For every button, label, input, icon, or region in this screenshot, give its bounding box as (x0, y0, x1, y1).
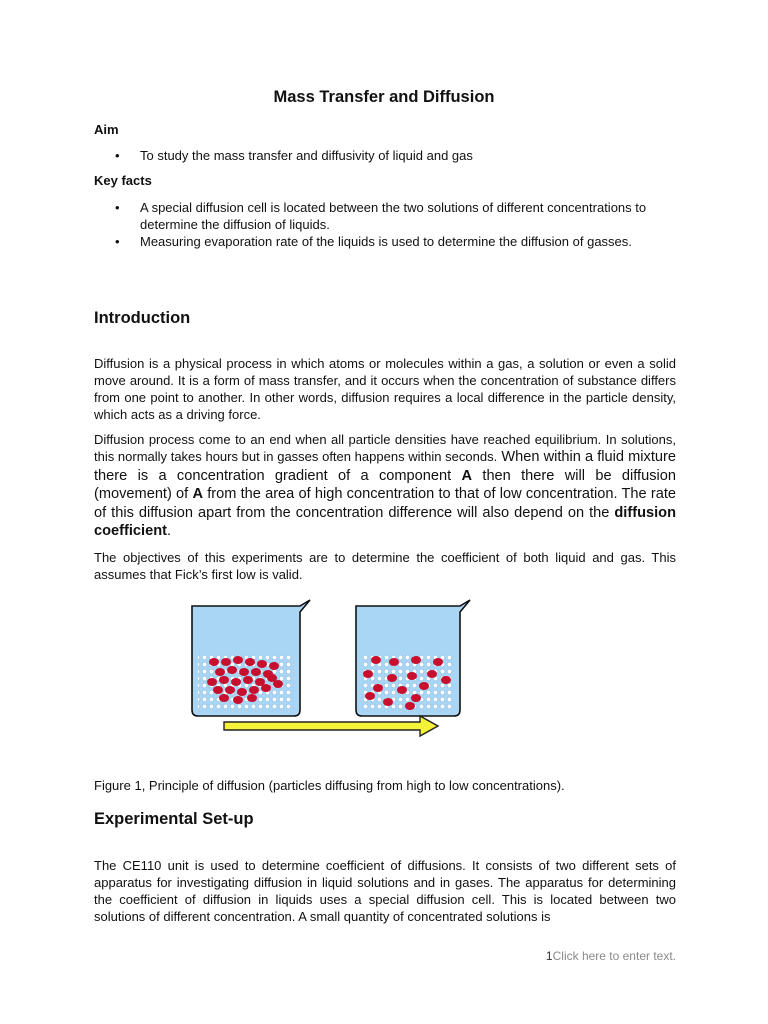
particle (247, 694, 257, 702)
key-fact-item: • Measuring evaporation rate of the liquids is used to determine the diffusion of gasses. (94, 233, 654, 250)
particle (389, 658, 399, 666)
aim-heading: Aim (94, 122, 119, 137)
right-beaker (356, 600, 470, 716)
diffusion-figure (180, 598, 480, 743)
particle (219, 694, 229, 702)
particle (237, 688, 247, 696)
introduction-paragraph-2 (94, 431, 676, 541)
diffusion-coefficient-bold: diffusion coefficient (94, 504, 676, 539)
introduction-paragraph-1: Diffusion is a physical process in which atoms or molecules within a gas, a solution or even a solid move around. It is a form of mass transfer, and it occurs when the concentration of substance differs from one point to another. In other words, diffusion requires a local difference in the particle density, which acts as a driving force. (94, 356, 676, 422)
particle (261, 684, 271, 692)
experimental-heading: Experimental Set-up (94, 810, 254, 828)
key-facts-list (94, 199, 654, 250)
particle (397, 686, 407, 694)
intro-p2-end: . (166, 523, 172, 539)
footer-placeholder[interactable]: Click here to enter text. (552, 949, 676, 963)
intro-p2-text-3: from the area of high concentration to that of low concentration. The rate of this diffusion apart from the concentration difference will also depend on the (94, 486, 676, 521)
particle (239, 668, 249, 676)
particle (215, 668, 225, 676)
figure-caption: Figure 1, Principle of diffusion (particles diffusing from high to low concentrations). (94, 778, 565, 793)
particle (273, 680, 283, 688)
page-footer (546, 949, 676, 963)
particle (365, 692, 375, 700)
particle (245, 658, 255, 666)
particle (251, 668, 261, 676)
particle (219, 676, 229, 684)
particle (373, 684, 383, 692)
left-beaker (192, 600, 310, 716)
particle (407, 672, 417, 680)
intro-p2-text-2: then there will be diffusion (movement) of (94, 467, 677, 502)
particle (233, 656, 243, 664)
particle (231, 678, 241, 686)
particle (221, 658, 231, 666)
particle (371, 656, 381, 664)
experimental-paragraph-1: The CE110 unit is used to determine coefficient of diffusions. It consists of two different sets of apparatus for investigating diffusion in liquid solutions and in gases. The apparatus for determining the coefficient of diffusion in liquids uses a special diffusion cell. This is located between two solutions of different concentration. A small quantity of concentrated solutions is (94, 858, 676, 924)
particle (227, 666, 237, 674)
particle (233, 696, 243, 704)
particle (427, 670, 437, 678)
introduction-heading: Introduction (94, 309, 191, 327)
introduction-paragraph-3: The objectives of this experiments are to determine the coefficient of both liquid and gas. This assumes that Fick’s first low is valid. (94, 550, 676, 582)
particle (225, 686, 235, 694)
component-a-bold: A (461, 467, 473, 484)
particle (405, 702, 415, 710)
particle (257, 660, 267, 668)
particle (213, 686, 223, 694)
aim-item: • To study the mass transfer and diffusivity of liquid and gas (94, 147, 654, 164)
particle (363, 670, 373, 678)
particle (269, 662, 279, 670)
diffusion-arrow (224, 716, 438, 736)
particle (441, 676, 451, 684)
particle (411, 656, 421, 664)
particle (249, 686, 259, 694)
intro-p2-text-1: When within a fluid mixture there is a concentration gradient of a component (94, 449, 676, 484)
particle (433, 658, 443, 666)
key-facts-heading: Key facts (94, 173, 152, 188)
particle (209, 658, 219, 666)
particle (207, 678, 217, 686)
aim-list (94, 147, 654, 164)
page-number: 1 (545, 949, 553, 963)
intro-p2-small-text: Diffusion process come to an end when all particle densities have reached equilibrium. In solutions, this normally takes hours but in gasses often happens within seconds. (94, 432, 676, 464)
document-title: Mass Transfer and Diffusion (273, 88, 495, 106)
particle (383, 698, 393, 706)
particle (419, 682, 429, 690)
component-a-bold: A (192, 486, 203, 502)
particle (411, 694, 421, 702)
key-fact-item: • A special diffusion cell is located between the two solutions of different concentrations to determine the diffusion of liquids. (94, 199, 654, 233)
particle (387, 674, 397, 682)
particle (243, 676, 253, 684)
